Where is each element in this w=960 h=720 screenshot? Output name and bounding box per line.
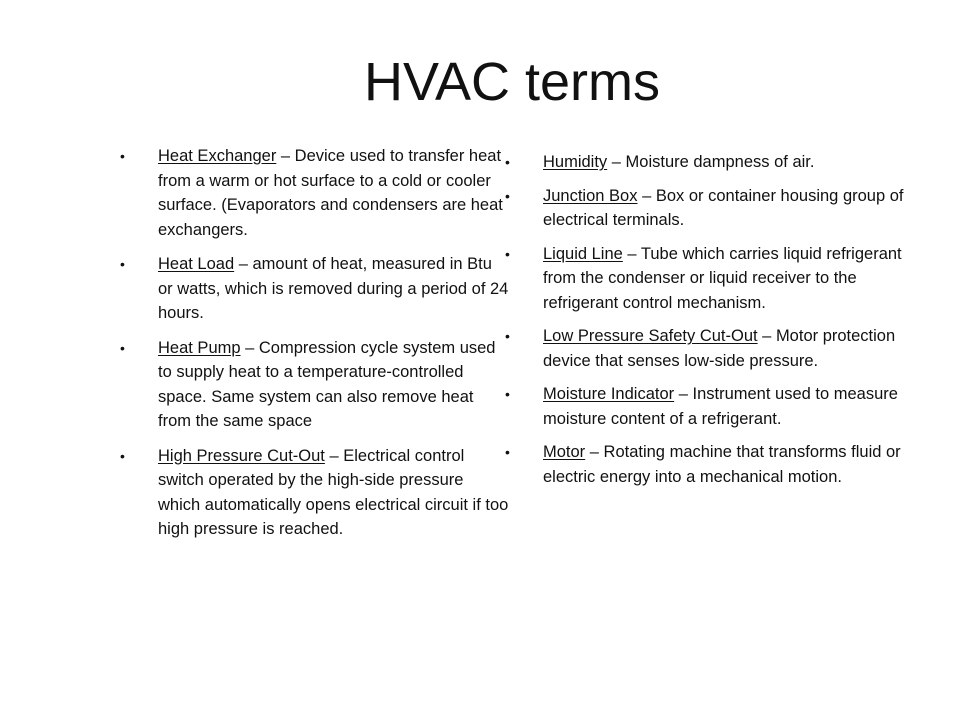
list-item	[505, 150, 925, 175]
bullet-icon: •	[505, 444, 510, 460]
term-humidity: Humidity	[543, 153, 608, 171]
term-heat-exchanger: Heat Exchanger	[158, 147, 277, 165]
list-item	[505, 440, 925, 489]
bullet-icon: •	[505, 187, 510, 204]
term-heat-load: Heat Load	[158, 255, 235, 273]
bullet-icon: •	[120, 148, 125, 164]
definition-text: – Device used to transfer heat from a warm or hot surface to a cold or cooler surface. (Evaporators and condensers are heat exchangers.	[158, 147, 503, 239]
definition-text: – Electrical control switch operated by the high-side pressure which automatically opens electrical circuit if too high pressure is reached.	[158, 446, 509, 538]
term-low-pressure-safety-cut-out: Low Pressure Safety Cut-Out	[543, 327, 758, 345]
term-heat-pump: Heat Pump	[158, 338, 241, 357]
bullet-icon: •	[120, 339, 125, 356]
definition-text: – amount of heat, measured in Btu or watts, which is removed during a period of 24 hours.	[158, 255, 509, 322]
bullet-icon: •	[505, 154, 510, 170]
list-item	[505, 382, 925, 431]
term-high-pressure-cut-out: High Pressure Cut-Out	[158, 446, 325, 465]
term-motor: Motor	[543, 443, 586, 461]
list-item	[120, 444, 510, 542]
list-item	[505, 184, 925, 233]
left-bullet-list	[120, 144, 510, 552]
definition-text: – Motor protection device that senses low-side pressure.	[543, 327, 896, 370]
list-item	[505, 242, 925, 316]
right-bullet-list	[505, 150, 925, 498]
bullet-icon: •	[505, 386, 510, 402]
definition-text: – Moisture dampness of air.	[607, 153, 815, 171]
bullet-icon: •	[505, 245, 510, 262]
term-moisture-indicator: Moisture Indicator	[543, 385, 675, 403]
bullet-icon: •	[120, 447, 125, 464]
slide-title: HVAC terms	[363, 52, 661, 112]
term-liquid-line: Liquid Line	[543, 244, 623, 263]
list-item	[120, 252, 510, 326]
definition-text: – Compression cycle system used to supply heat to a temperature-controlled space. Same system can also remove heat from the same space	[158, 338, 496, 430]
bullet-icon: •	[120, 256, 125, 272]
definition-text: – Tube which carries liquid refrigerant from the condenser or liquid receiver to the refrigerant control mechanism.	[543, 244, 902, 312]
list-item	[120, 336, 510, 434]
definition-text: – Instrument used to measure moisture content of a refrigerant.	[543, 385, 898, 428]
term-junction-box: Junction Box	[543, 186, 638, 205]
list-item	[120, 144, 510, 242]
list-item	[505, 324, 925, 373]
definition-text: – Box or container housing group of electrical terminals.	[543, 186, 904, 229]
bullet-icon: •	[505, 328, 510, 344]
definition-text: – Rotating machine that transforms fluid or electric energy into a mechanical motion.	[543, 443, 901, 486]
